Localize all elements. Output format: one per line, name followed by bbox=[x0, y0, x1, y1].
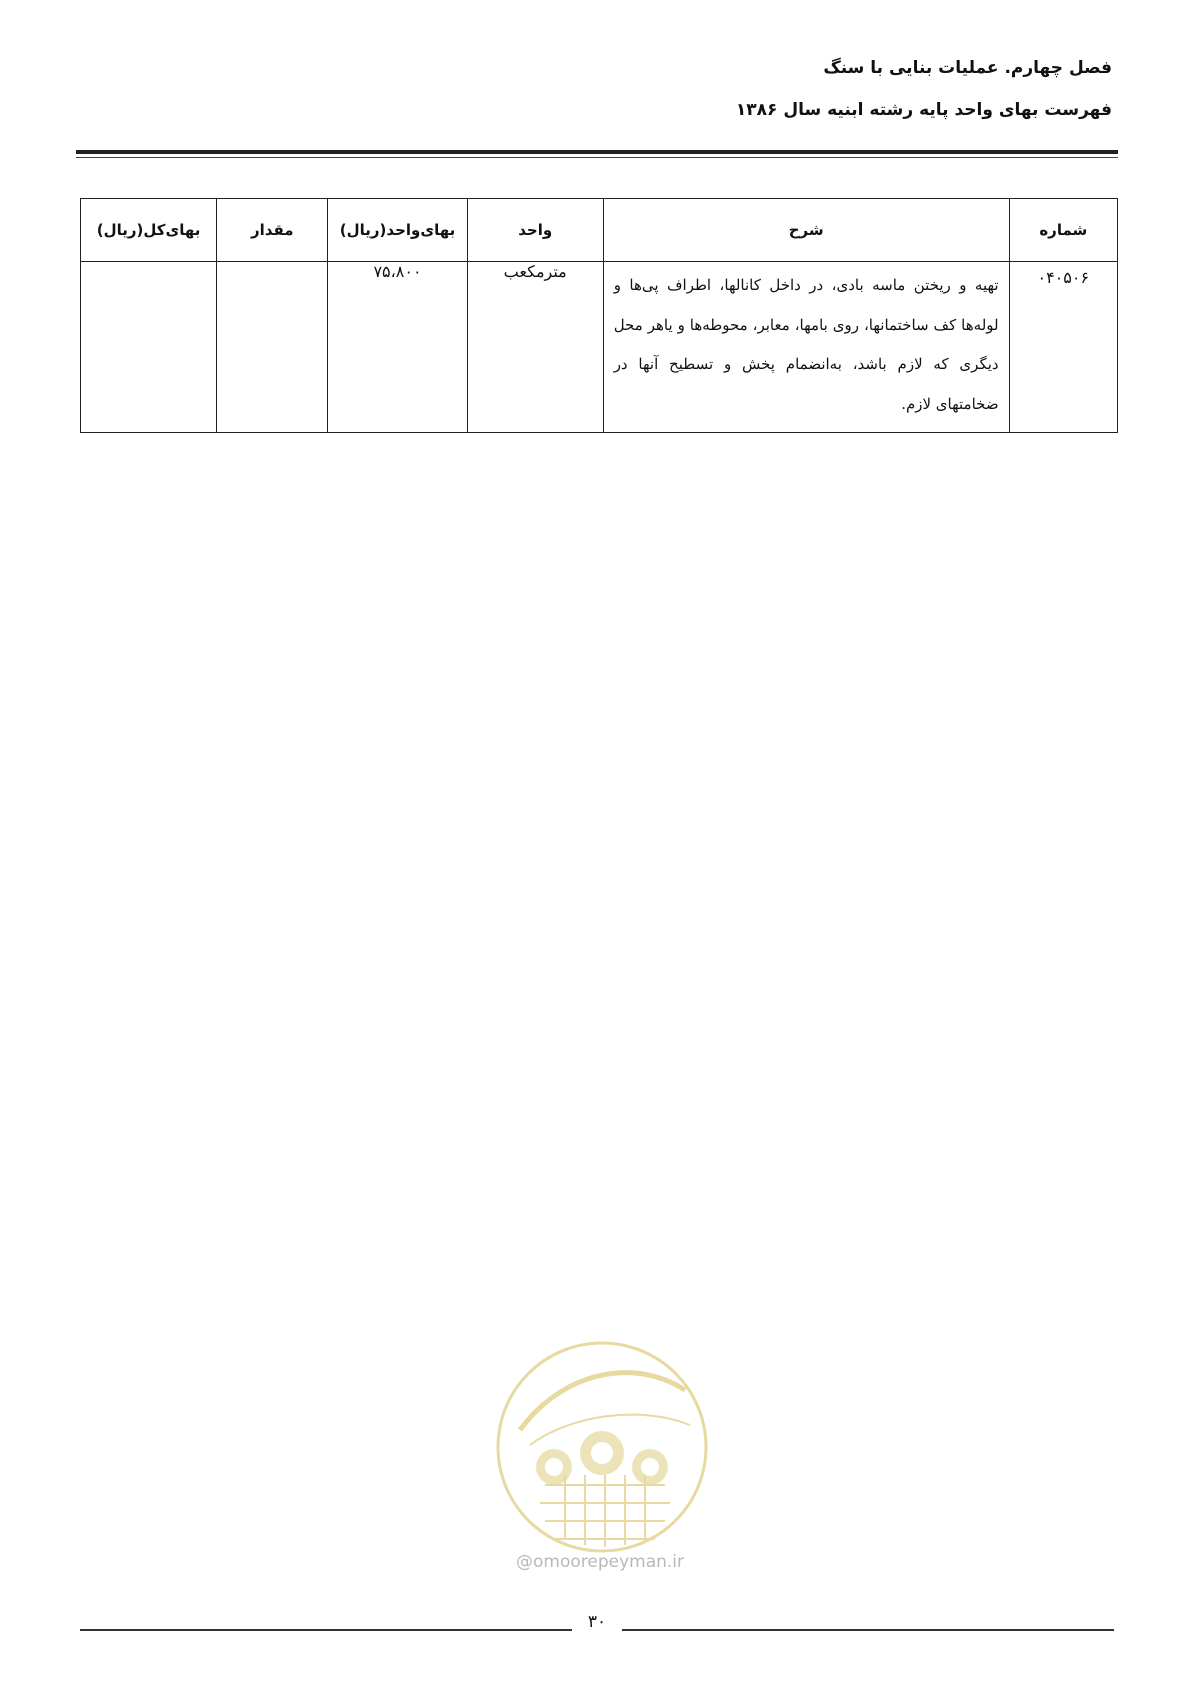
footer-rule-left bbox=[80, 1629, 572, 1631]
header-unit: واحد bbox=[467, 199, 603, 262]
table-header-row bbox=[81, 199, 1118, 262]
cell-unit-price: ۷۵،۸۰۰ bbox=[328, 262, 467, 433]
header-quantity: مقدار bbox=[217, 199, 328, 262]
footer-rule-right bbox=[622, 1629, 1114, 1631]
table-row bbox=[81, 262, 1118, 433]
price-table bbox=[80, 198, 1118, 433]
watermark-caption: @omoorepeyman.ir bbox=[515, 1552, 685, 1572]
header-number: شماره bbox=[1009, 199, 1117, 262]
cell-item-number: ۰۴۰۵۰۶ bbox=[1009, 262, 1117, 433]
cell-unit: مترمکعب bbox=[467, 262, 603, 433]
cell-description: تهیه و ریختن ماسه بادی، در داخل کانالها، اطراف پی‌ها و لوله‌ها کف ساختمانها، روی بامها، معابر، محوطه‌ها و یاهر محل دیگری که لازم باشد، به‌انضمام پخش و تسطیح آنها در ضخامتهای لازم. bbox=[603, 262, 1009, 433]
page-number: ۳۰ bbox=[587, 1612, 607, 1632]
chapter-title: فصل چهارم. عملیات بنایی با سنگ bbox=[823, 58, 1112, 78]
header-unit-price: بهای‌واحد(ریال) bbox=[328, 199, 467, 262]
cell-total-price bbox=[81, 262, 217, 433]
watermark-logo bbox=[490, 1335, 715, 1560]
price-list-title: فهرست بهای واحد پایه رشته ابنیه سال ۱۳۸۶ bbox=[735, 100, 1112, 120]
header-divider-thick bbox=[76, 150, 1118, 154]
cell-quantity bbox=[217, 262, 328, 433]
header-total-price: بهای‌کل(ریال) bbox=[81, 199, 217, 262]
header-description: شرح bbox=[603, 199, 1009, 262]
logo-emblem-icon bbox=[490, 1335, 715, 1560]
header-divider-thin bbox=[76, 157, 1118, 158]
